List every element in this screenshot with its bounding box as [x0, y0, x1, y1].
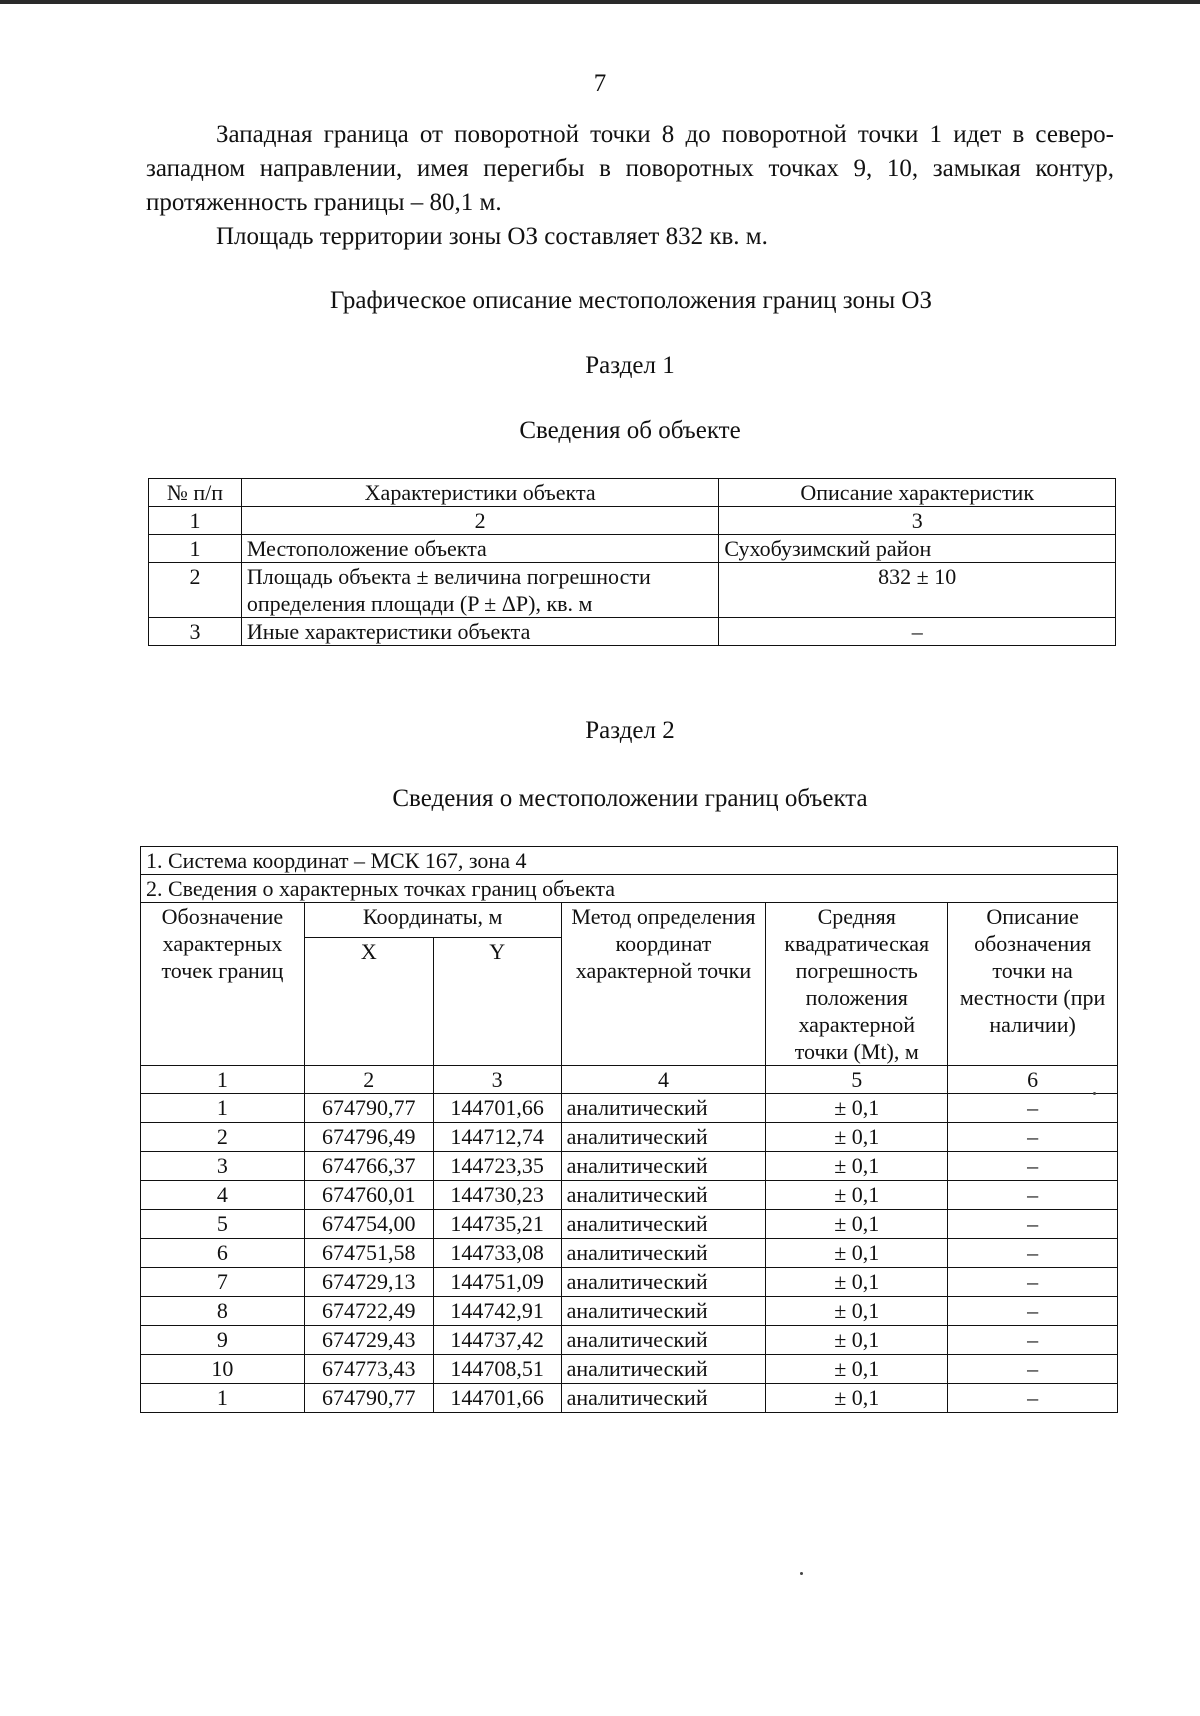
method-value: аналитический	[561, 1355, 766, 1384]
description-value: –	[948, 1384, 1118, 1413]
x-coordinate: 674766,37	[304, 1152, 433, 1181]
method-value: аналитический	[561, 1210, 766, 1239]
x-coordinate: 674722,49	[304, 1297, 433, 1326]
x-coordinate: 674796,49	[304, 1123, 433, 1152]
point-number: 2	[141, 1123, 305, 1152]
point-number: 9	[141, 1326, 305, 1355]
method-value: аналитический	[561, 1181, 766, 1210]
table-header-row	[141, 903, 1118, 938]
method-value: аналитический	[561, 1123, 766, 1152]
coordinates-header: Координаты, м	[304, 903, 561, 938]
table-row	[149, 618, 1116, 646]
point-number: 7	[141, 1268, 305, 1297]
characteristic-value: Сухобузимский район	[719, 535, 1116, 563]
error-value: ± 0,1	[766, 1181, 948, 1210]
table-row	[149, 535, 1116, 563]
characteristic-value: –	[719, 618, 1116, 646]
error-value: ± 0,1	[766, 1239, 948, 1268]
column-number: 3	[433, 1066, 561, 1094]
section1-heading: Раздел 1	[585, 352, 675, 379]
characteristic-name: Иные характеристики объекта	[241, 618, 718, 646]
y-header: Y	[433, 938, 561, 1066]
method-value: аналитический	[561, 1326, 766, 1355]
table-row	[141, 1268, 1118, 1297]
table-row	[141, 1297, 1118, 1326]
table-row	[141, 1384, 1118, 1413]
description-value: –	[948, 1297, 1118, 1326]
column-number-row	[149, 507, 1116, 535]
error-value: ± 0,1	[766, 1094, 948, 1123]
section1-title: Сведения об объекте	[519, 417, 741, 444]
point-number: 6	[141, 1239, 305, 1268]
y-coordinate: 144733,08	[433, 1239, 561, 1268]
column-number: 1	[141, 1066, 305, 1094]
y-coordinate: 144737,42	[433, 1326, 561, 1355]
description-value: –	[948, 1326, 1118, 1355]
x-coordinate: 674729,13	[304, 1268, 433, 1297]
description-value: –	[948, 1268, 1118, 1297]
point-number: 1	[141, 1094, 305, 1123]
boundary-points-table	[140, 846, 1118, 1413]
row-number: 1	[149, 535, 242, 563]
description-value: –	[948, 1123, 1118, 1152]
west-boundary-paragraph: Западная граница от поворотной точки 8 до поворотной точки 1 идет в северо-западном направлении, имея перегибы в поворотных точках 9, 10, замыкая контур, протяженность границы – 80,1 м.	[146, 121, 1114, 216]
table-row	[141, 1239, 1118, 1268]
table-row	[141, 1355, 1118, 1384]
description-value: –	[948, 1239, 1118, 1268]
point-number: 8	[141, 1297, 305, 1326]
header-cell: Описание характеристик	[719, 479, 1116, 507]
section2-title: Сведения о местоположении границ объекта	[392, 785, 868, 812]
table-row	[141, 1326, 1118, 1355]
y-coordinate: 144751,09	[433, 1268, 561, 1297]
x-coordinate: 674790,77	[304, 1094, 433, 1123]
x-coordinate: 674760,01	[304, 1181, 433, 1210]
method-value: аналитический	[561, 1268, 766, 1297]
column-number: 1	[149, 507, 242, 535]
error-value: ± 0,1	[766, 1326, 948, 1355]
method-value: аналитический	[561, 1152, 766, 1181]
table-header-row	[149, 479, 1116, 507]
graphic-description-heading: Графическое описание местоположения границ зоны ОЗ	[330, 287, 932, 314]
y-coordinate: 144730,23	[433, 1181, 561, 1210]
error-value: ± 0,1	[766, 1123, 948, 1152]
table-row	[141, 1210, 1118, 1239]
error-value: ± 0,1	[766, 1355, 948, 1384]
description-header: Описание обозначения точки на местности (при наличии)	[948, 903, 1118, 1066]
characteristic-value: 832 ± 10	[719, 563, 1116, 618]
scan-top-edge	[0, 0, 1200, 4]
error-value: ± 0,1	[766, 1268, 948, 1297]
x-coordinate: 674754,00	[304, 1210, 433, 1239]
point-number: 1	[141, 1384, 305, 1413]
row-number: 3	[149, 618, 242, 646]
x-coordinate: 674751,58	[304, 1239, 433, 1268]
y-coordinate: 144708,51	[433, 1355, 561, 1384]
method-value: аналитический	[561, 1297, 766, 1326]
section2-heading: Раздел 2	[585, 717, 675, 744]
x-coordinate: 674790,77	[304, 1384, 433, 1413]
table-row	[141, 1094, 1118, 1123]
column-number: 2	[241, 507, 718, 535]
y-coordinate: 144723,35	[433, 1152, 561, 1181]
y-coordinate: 144712,74	[433, 1123, 561, 1152]
table-row	[141, 1123, 1118, 1152]
point-number: 4	[141, 1181, 305, 1210]
column-number: 3	[719, 507, 1116, 535]
row-number: 2	[149, 563, 242, 618]
characteristic-name: Площадь объекта ± величина погрешности определения площади (P ± ΔP), кв. м	[241, 563, 718, 618]
coordinate-system: 1. Система координат – МСК 167, зона 4	[141, 847, 1118, 875]
header-cell: № п/п	[149, 479, 242, 507]
error-value: ± 0,1	[766, 1210, 948, 1239]
point-number: 10	[141, 1355, 305, 1384]
description-value: –	[948, 1152, 1118, 1181]
object-info-table	[148, 478, 1116, 646]
scan-speck	[1093, 1092, 1096, 1095]
error-value: ± 0,1	[766, 1152, 948, 1181]
scan-speck	[800, 1572, 803, 1575]
y-coordinate: 144701,66	[433, 1384, 561, 1413]
method-value: аналитический	[561, 1384, 766, 1413]
y-coordinate: 144742,91	[433, 1297, 561, 1326]
x-header: X	[304, 938, 433, 1066]
points-title: 2. Сведения о характерных точках границ объекта	[141, 875, 1118, 903]
method-value: аналитический	[561, 1239, 766, 1268]
column-number: 6	[948, 1066, 1118, 1094]
table-row	[149, 563, 1116, 618]
error-value: ± 0,1	[766, 1384, 948, 1413]
column-number: 5	[766, 1066, 948, 1094]
description-value: –	[948, 1094, 1118, 1123]
designation-header: Обозначение характерных точек границ	[141, 903, 305, 1066]
area-paragraph: Площадь территории зоны ОЗ составляет 832 кв. м.	[216, 223, 768, 250]
table-row	[141, 1152, 1118, 1181]
table-row	[141, 1181, 1118, 1210]
x-coordinate: 674729,43	[304, 1326, 433, 1355]
coordinate-system-row	[141, 847, 1118, 875]
method-header: Метод определения координат характерной точки	[561, 903, 766, 1066]
point-number: 3	[141, 1152, 305, 1181]
point-number: 5	[141, 1210, 305, 1239]
characteristic-name: Местоположение объекта	[241, 535, 718, 563]
error-value: ± 0,1	[766, 1297, 948, 1326]
description-value: –	[948, 1210, 1118, 1239]
method-value: аналитический	[561, 1094, 766, 1123]
description-value: –	[948, 1181, 1118, 1210]
points-title-row	[141, 875, 1118, 903]
y-coordinate: 144735,21	[433, 1210, 561, 1239]
error-header: Средняя квадратическая погрешность положения характерной точки (Mt), м	[766, 903, 948, 1066]
y-coordinate: 144701,66	[433, 1094, 561, 1123]
header-cell: Характеристики объекта	[241, 479, 718, 507]
column-number: 2	[304, 1066, 433, 1094]
page-number: 7	[593, 70, 607, 97]
description-value: –	[948, 1355, 1118, 1384]
x-coordinate: 674773,43	[304, 1355, 433, 1384]
column-number-row	[141, 1066, 1118, 1094]
column-number: 4	[561, 1066, 766, 1094]
